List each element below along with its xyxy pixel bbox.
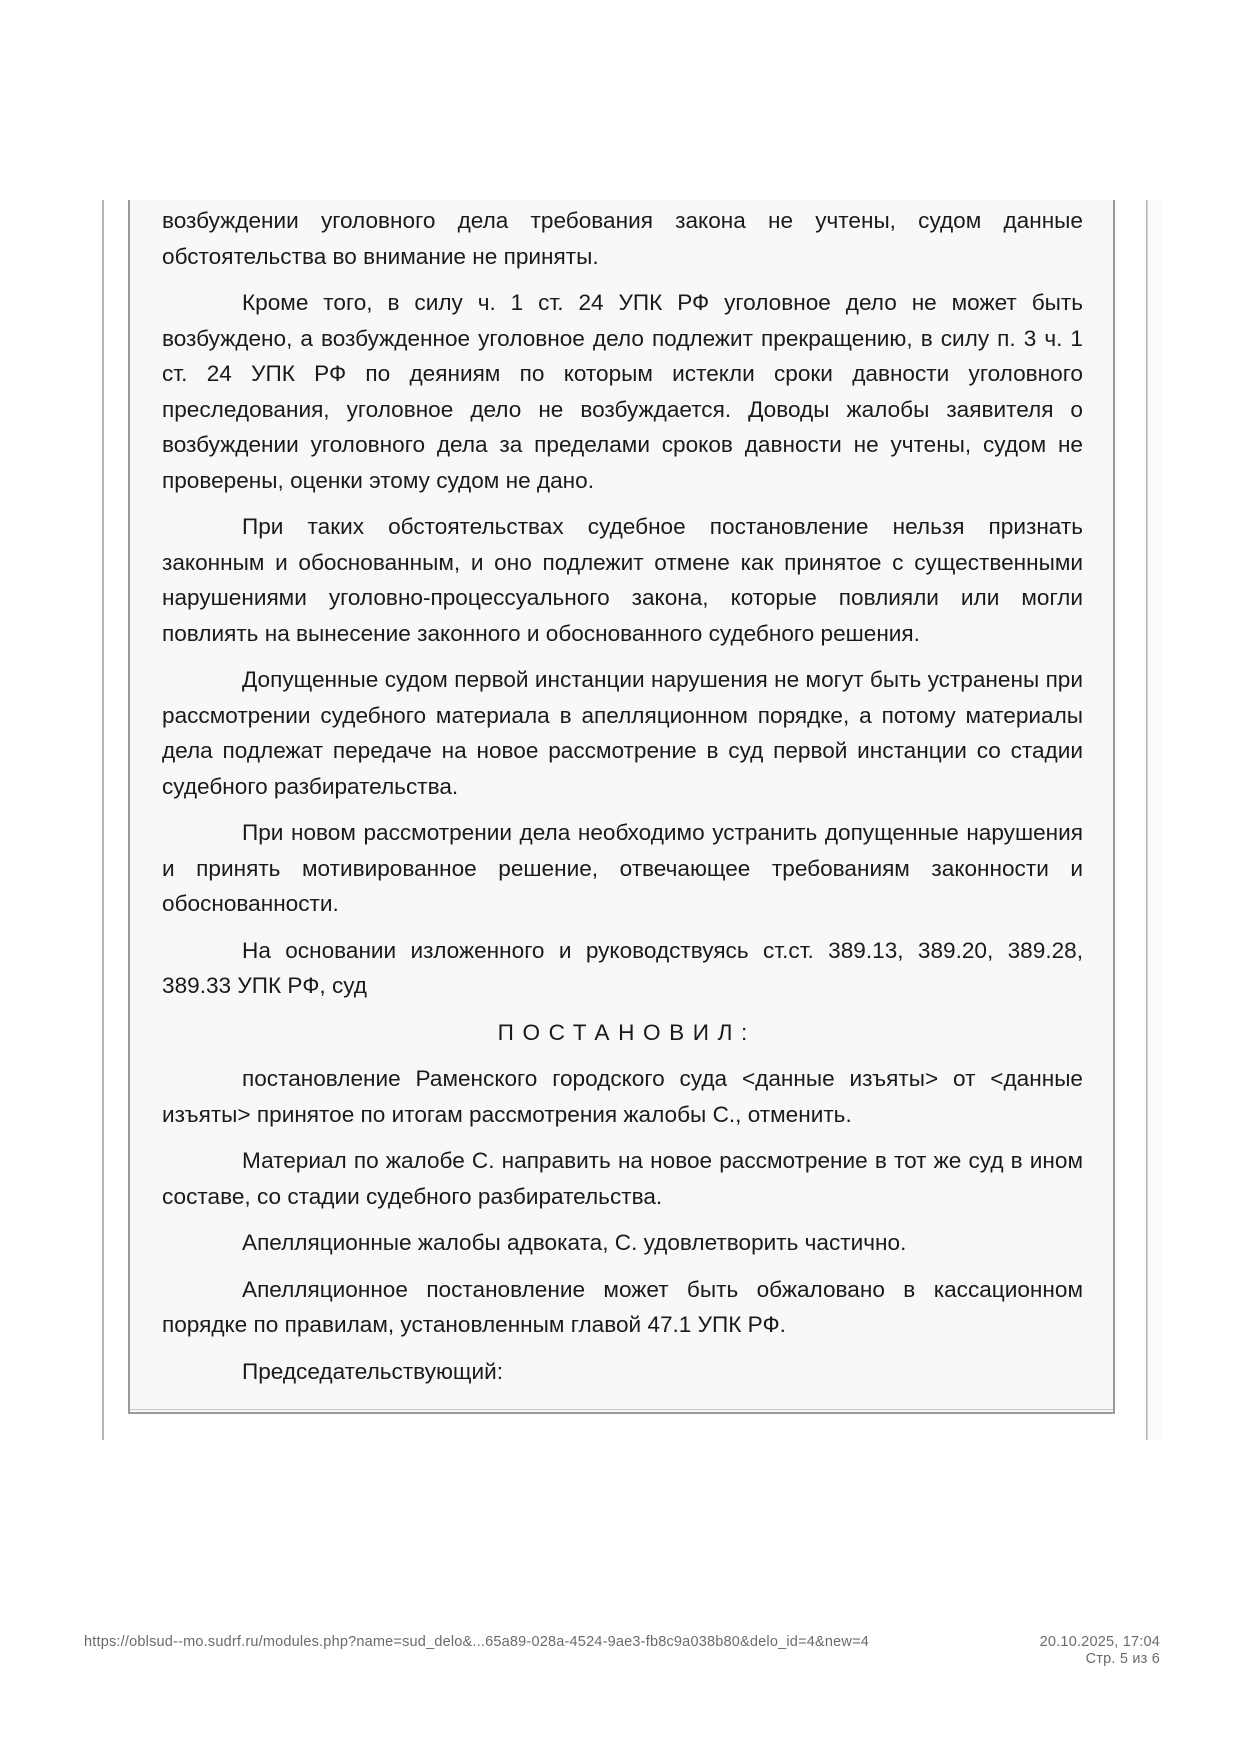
paragraph: На основании изложенного и руководствуясь ст.ст. 389.13, 389.20, 389.28, 389.33 УПК РФ, суд (162, 937, 1083, 998)
footer-page-info: Стр. 5 из 6 (1085, 1651, 1160, 1667)
ruling-paragraph: постановление Раменского городского суда <данные изъяты> от <данные изъяты> принятое по итогам рассмотрения жалобы С., отменить. (162, 1066, 1083, 1127)
paragraph: При новом рассмотрении дела необходимо устранить допущенные нарушения и принять мотивированное решение, отвечающее требованиям законности и обоснованности. (162, 820, 1083, 916)
ruling-paragraph: Материал по жалобе С. направить на новое рассмотрение в тот же суд в ином составе, со стадии судебного разбирательства. (162, 1148, 1083, 1209)
document-text (162, 203, 1083, 1400)
footer-datetime: 20.10.2025, 17:04 (1039, 1634, 1160, 1650)
presiding-judge-label: Председательствующий: (242, 1358, 504, 1384)
paragraph-continuation: возбуждении уголовного дела требования закона не учтены, судом данные обстоятельства во внимание не приняты. (162, 208, 1083, 269)
ruling-paragraph: Апелляционные жалобы адвоката, С. удовлетворить частично. (242, 1230, 907, 1255)
footer-meta (1040, 1634, 1160, 1668)
ruling-paragraph: Апелляционное постановление может быть обжаловано в кассационном порядке по правилам, установленным главой 47.1 УПК РФ. (162, 1276, 1083, 1337)
panel-bottom-line (130, 1409, 1113, 1410)
ruling-heading: ПОСТАНОВИЛ: (497, 1019, 756, 1045)
page-right-shade (1147, 200, 1162, 1440)
paragraph: При таких обстоятельствах судебное постановление нельзя признать законным и обоснованным, и оно подлежит отмене как принятое с существенными нарушениями уголовно-процессуального закона, которые повлияли или могли повлиять на вынесение законного и обоснованного судебного решения. (162, 514, 1083, 646)
paragraph: Кроме того, в силу ч. 1 ст. 24 УПК РФ уголовное дело не может быть возбуждено, а возбужденное уголовное дело подлежит прекращению, в силу п. 3 ч. 1 ст. 24 УПК РФ по деяниям по которым истекли сроки давности уголовного преследования, уголовное дело не возбуждается. Доводы жалобы заявителя о возбуждении уголовного дела за пределами сроков давности не учтены, судом не проверены, оценки этому судом не дано. (162, 290, 1083, 493)
footer-url: https://oblsud--mo.sudrf.ru/modules.php?name=sud_delo&...65a89-028a-4524-9ae3-fb8c9a038b80&delo_id=4&new=4 (84, 1634, 870, 1650)
paragraph: Допущенные судом первой инстанции нарушения не могут быть устранены при рассмотрении судебного материала в апелляционном порядке, а потому материалы дела подлежат передаче на новое рассмотрение в суд первой инстанции со стадии судебного разбирательства. (162, 667, 1083, 799)
